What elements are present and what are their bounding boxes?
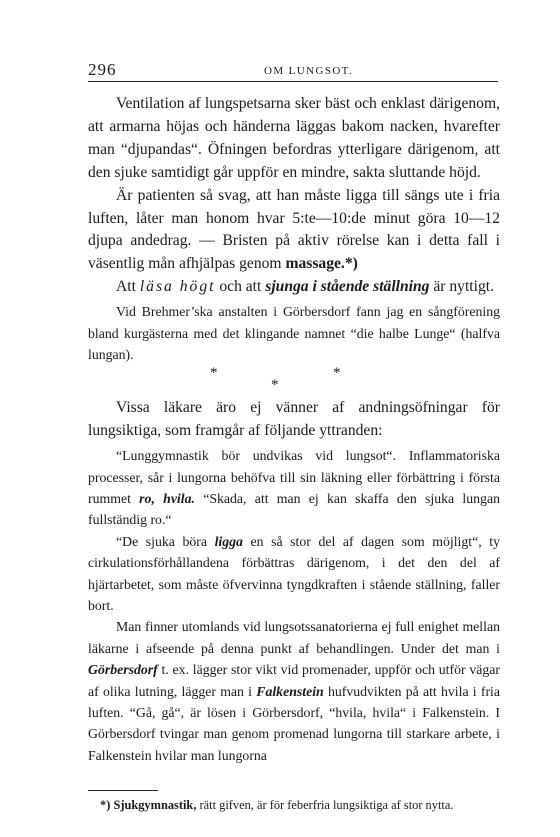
- footnote-text: rätt gifven, är för feberfria lungsiktiga af stor nytta.: [196, 798, 454, 812]
- running-title: OM LUNGSOT.: [264, 65, 354, 77]
- paragraph-text: är nyttigt.: [429, 278, 494, 296]
- paragraph-text: Är patienten så svag, att han måste ligga till sängs ute i fria luften, låter man honom hvar 5:te—10:de minut göra 10—12 djupa andedrag. — Bristen på aktiv rörelse kan i detta fall i väsentlig mån afhjälpas genom: [88, 186, 500, 273]
- page-number: 296: [88, 60, 117, 79]
- paragraph-lie-down-quote: [88, 531, 500, 617]
- footnote-label: Sjukgymnastik,: [113, 798, 197, 812]
- paragraph-text: Ventilation af lungspetsarna sker bäst och enklast därigenom, att armarna höjas och händerna läggas bakom nacken, hvarefter man “djupandas“. Öfningen befordras ytterligare därigenom, att den sjuke samtidigt går uppför en mindre, sakta sluttande höjd.: [88, 95, 500, 181]
- divider-star: *: [271, 377, 279, 394]
- paragraph-text: Man finner utomlands vid lungsotssanatorierna ej full enighet mellan läkarne i afseende på denna punkt af behandlingen. Under det man i: [88, 619, 500, 656]
- emphasis-gorbersdorf: Görbersdorf: [88, 662, 158, 678]
- paragraph-text: Vid Brehmer’ska anstalten i Görbersdorf fann jag en sångförening bland kurgästerna med det klingande namnet “die halbe Lunge“ (halfva lungan).: [88, 304, 500, 362]
- paragraph-opposing-doctors: [88, 397, 500, 443]
- paragraph-text: “Skada, att man ej kan skaffa den sjuka lungan fullständig ro.“: [88, 491, 500, 528]
- footnote-reference: *): [344, 255, 358, 273]
- header-rule: [88, 81, 498, 82]
- paragraph-brehmer: [88, 301, 500, 365]
- divider-star: *: [210, 365, 218, 382]
- footnote-marker: *): [100, 798, 111, 812]
- paragraph-text: hufvudvikten på att hvila i fria luften. “Gå, gå“, är lösen i Görbersdorf, “hvila, hvila“ i Falkenstein. I Görbersdorf tvingar man genom promenad lungorna till starkare arbete, i Falkenstein hvilar man lungorna: [88, 683, 500, 763]
- divider-star: *: [333, 365, 341, 382]
- paragraph-text: Vissa läkare äro ej vänner af andningsöfningar för lungsiktiga, som framgår af följande yttranden:: [88, 399, 500, 440]
- emphasis-falkenstein: Falkenstein: [256, 683, 324, 699]
- emphasis-lie: ligga: [214, 533, 243, 549]
- paragraph-lung-gymnastics-quote: [88, 445, 500, 531]
- paragraph-text: en så stor del af dagen som möjligt“, ty cirkulationsförhållandena förbättras därigenom, i det den del af hjärtarbetet, som måste öfvervinna tyngdkraften i stående ställning, faller bort.: [88, 533, 501, 614]
- paragraph-text: “De sjuka böra: [116, 533, 215, 549]
- massage-term: massage.: [285, 255, 345, 273]
- emphasis-rest: ro, hvila.: [139, 491, 195, 506]
- footnote-rule: [88, 790, 158, 791]
- emphasis-sing-standing: sjunga i stående ställning: [265, 278, 430, 296]
- paragraph-sanatoria: [88, 616, 500, 766]
- paragraph-text: t. ex. lägger stor vikt vid promenader, uppför och utför vägar af olika lutning, lägger man i: [88, 662, 500, 699]
- section-divider-stars: [88, 365, 500, 395]
- paragraph-ventilation: [88, 93, 500, 185]
- paragraph-text: Att: [116, 278, 140, 296]
- footnote: [88, 796, 500, 815]
- paragraph-reading-singing: [88, 276, 500, 299]
- body-text: [88, 93, 500, 766]
- page-header: [88, 60, 498, 82]
- emphasis-read-aloud: läsa högt: [139, 278, 216, 296]
- paragraph-text: och att: [215, 278, 266, 296]
- paragraph-weak-patient: [88, 185, 500, 277]
- paragraph-text: “Lunggymnastik bör undvikas vid lungsot“. Inflammatoriska processer, sår i lungorna behöfva till sin läkning eller förbättring i första rummet: [88, 448, 500, 506]
